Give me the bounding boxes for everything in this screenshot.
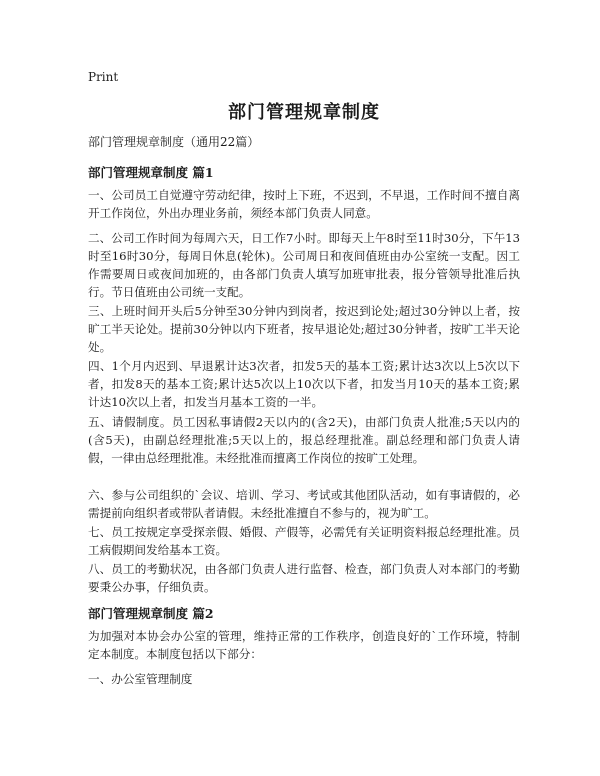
document-subtitle: 部门管理规章制度（通用22篇）: [88, 135, 260, 149]
paragraph: 六、参与公司组织的`会议、培训、学习、考试或其他团队活动，如有事请假的，必需提前向组织者或带队者请假。未经批准擅自不参与的，视为旷工。: [88, 488, 520, 520]
paragraph: 八、员工的考勤状况，由各部门负责人进行监督、检查，部门负责人对本部门的考勤要秉公办事，仔细负责。: [88, 562, 520, 594]
paragraph: 五、请假制度。员工因私事请假2天以内的(含2天)，由部门负责人批准;5天以内的(含5天)，由副总经理批准;5天以上的，报总经理批准。副总经理和部门负责人请假，一律由总经理批准。未经批准而擅离工作岗位的按旷工处理。: [88, 415, 520, 465]
paragraph: 二、公司工作时间为每周六天，日工作7小时。即每天上午8时至11时30分，下午13时至16时30分，每周日休息(轮休)。公司周日和夜间值班由办公室统一支配。因工作需要周日或夜间加班的，由各部门负责人填写加班审批表，报分管领导批准后执行。节日值班由公司统一支配。: [88, 231, 520, 299]
paragraph: 七、员工按规定享受探亲假、婚假、产假等，必需凭有关证明资料报总经理批准。员工病假期间发给基本工资。: [88, 525, 520, 557]
paragraph: 三、上班时间开头后5分钟至30分钟内到岗者，按迟到论处;超过30分钟以上者，按旷工半天论处。提前30分钟以内下班者，按早退论处;超过30分钟者，按旷工半天论处。: [88, 304, 520, 354]
paragraph: 四、1个月内迟到、早退累计达3次者，扣发5天的基本工资;累计达3次以上5次以下者，扣发8天的基本工资;累计达5次以上10次以下者，扣发当月10天的基本工资;累计达10次以上者，扣发当月基本工资的一半。: [88, 359, 520, 409]
paragraph: 为加强对本协会办公室的管理，维持正常的工作秩序，创造良好的`工作环境，特制定本制度。本制度包括以下部分：: [88, 629, 520, 661]
paragraph: 一、公司员工自觉遵守劳动纪律，按时上下班，不迟到，不早退，工作时间不擅自离开工作岗位，外出办理业务前，须经本部门负责人同意。: [88, 188, 520, 220]
paragraph: 一、办公室管理制度: [88, 672, 193, 686]
print-link[interactable]: Print: [88, 70, 119, 84]
section-heading-2: 部门管理规章制度 篇2: [88, 606, 214, 621]
page-title: 部门管理规章制度: [228, 102, 380, 123]
section-heading-1: 部门管理规章制度 篇1: [88, 165, 214, 180]
